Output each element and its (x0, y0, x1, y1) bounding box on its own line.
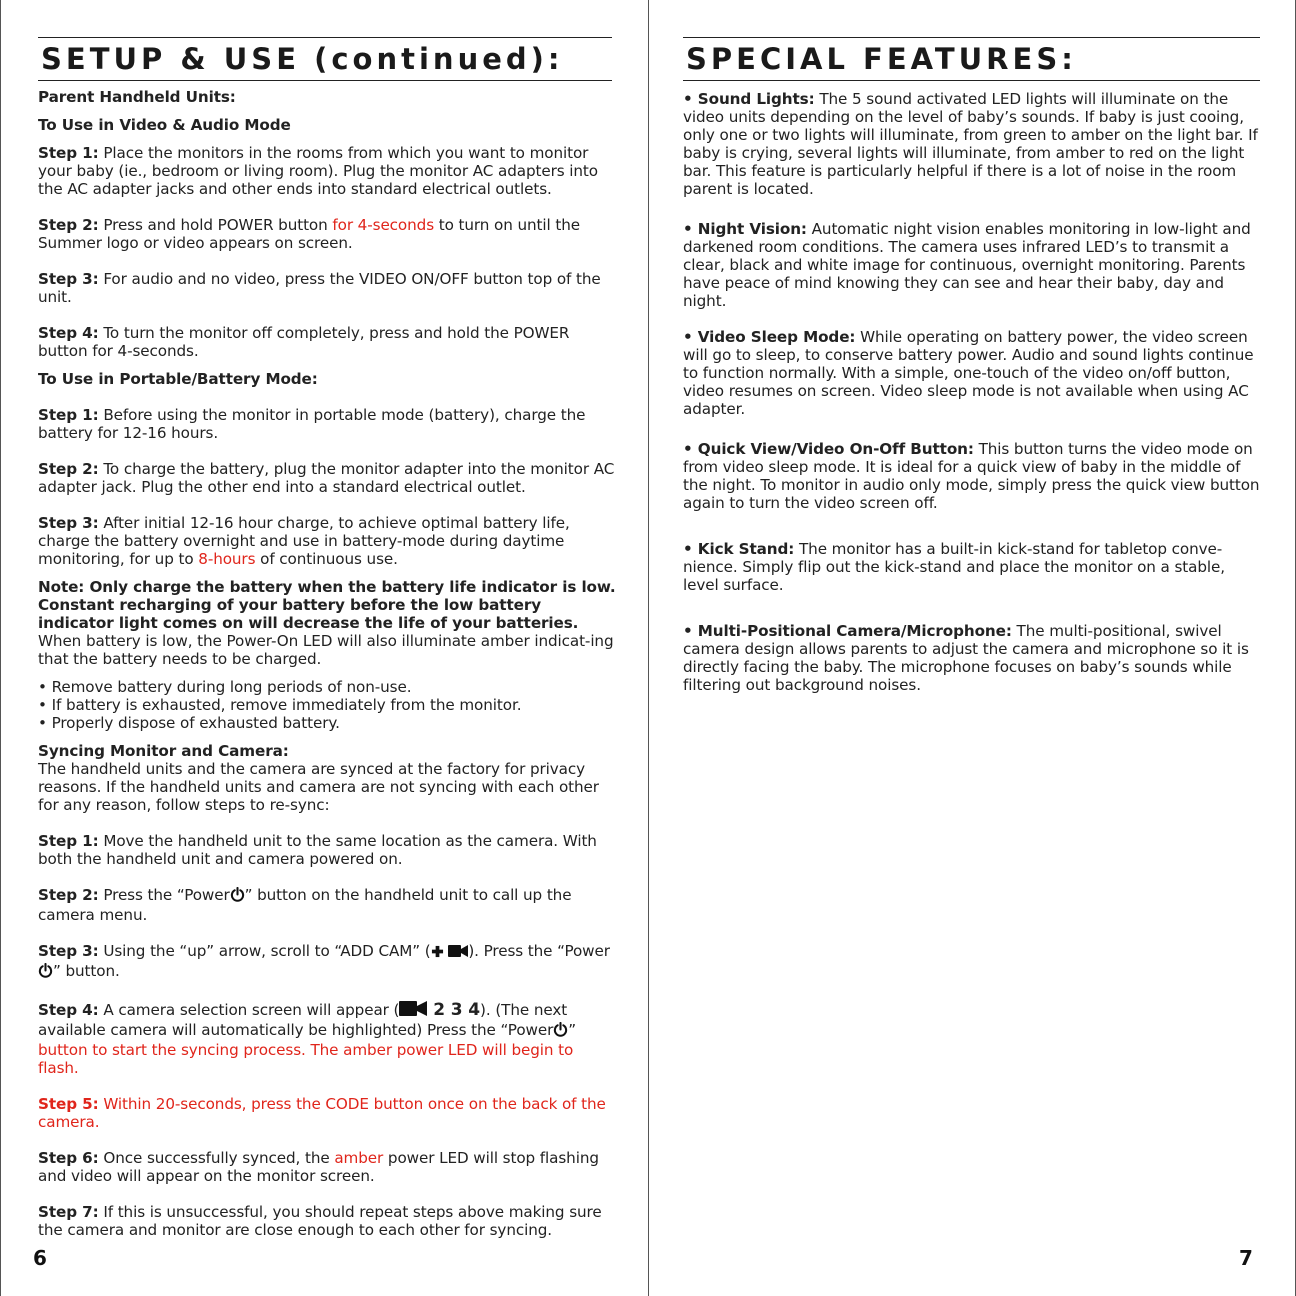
feature-quick-view: • Quick View/Video On-Off Button: This button turns the video mode on from video sleep mode. It is ideal for a quick view of baby in the middle of the night. To monitor in audio only mode, simply press the quick view button again to turn the video screen off. (683, 440, 1260, 512)
left-page-title: SETUP & USE (continued): (41, 42, 564, 76)
va-step-1: Step 1: Place the monitors in the rooms from which you want to monitor your baby (ie., bedroom or living room). Plug the monitor AC adapters into the AC adapter jacks and other ends into standard electrical outlets. (38, 144, 598, 198)
feature-night-vision: • Night Vision: Automatic night vision enables monitoring in low-light and darkened room conditions. The camera uses infrared LED’s to transmit a clear, black and white image for continuous, overnight monitoring. Parents have peace of mind knowing they can see and hear their baby, day and night. (683, 220, 1251, 310)
va-step-2: Step 2: Press and hold POWER button for 4-seconds to turn on until the Summer logo or video appears on screen. (38, 216, 580, 252)
feature-sound-lights: • Sound Lights: The 5 sound activated LED lights will illuminate on the video units depending on the level of baby’s sounds. If baby is just cooing, only one or two lights will illuminate, from green to amber on the light bar. If baby is crying, several lights will illuminate, from amber to red on the light bar. This feature is particularly helpful if there is a lot of noise in the room parent is located. (683, 90, 1258, 198)
syncing-intro: The handheld units and the camera are synced at the factory for privacy reasons. If the handheld units and camera are not syncing with each other for any reason, follow steps to re-sync: (38, 760, 599, 814)
page-number: 7 (1239, 1246, 1253, 1270)
page-number: 6 (33, 1246, 47, 1270)
pb-step-2: Step 2: To charge the battery, plug the monitor adapter into the monitor AC adapter jack. Plug the other end into a standard electrical outlet. (38, 460, 615, 496)
right-section-header (683, 37, 1260, 81)
pb-step-1: Step 1: Before using the monitor in portable mode (battery), charge the battery for 12-16 hours. (38, 406, 586, 442)
sync-step-7: Step 7: If this is unsuccessful, you should repeat steps above making sure the camera and monitor are close enough to each other for syncing. (38, 1203, 602, 1239)
sync-step-6: Step 6: Once successfully synced, the amber power LED will stop flashing and video will appear on the monitor screen. (38, 1149, 599, 1185)
camera-icon (399, 1000, 427, 1021)
video-audio-heading: To Use in Video & Audio Mode (38, 116, 291, 134)
plus-icon (431, 944, 444, 962)
feature-kick-stand: • Kick Stand: The monitor has a built-in kick-stand for tabletop conve-nience. Simply flip out the kick-stand and place the monitor on a stable, level surface. (683, 540, 1225, 594)
parent-units-heading: Parent Handheld Units: (38, 88, 236, 106)
right-page-title: SPECIAL FEATURES: (686, 42, 1077, 76)
power-icon (230, 887, 245, 906)
feature-video-sleep: • Video Sleep Mode: While operating on battery power, the video screen will go to sleep, to conserve battery power. Audio and sound lights continue to function normally. With a simple, one-touch of the video on/off button, video resumes on screen. Video sleep mode is not available when using AC adapter. (683, 328, 1254, 418)
power-icon (553, 1022, 568, 1041)
sync-step-3: Step 3: Using the “up” arrow, scroll to “ADD CAM” ( ). Press the “Power” button. (38, 942, 610, 980)
va-step-4: Step 4: To turn the monitor off completely, press and hold the POWER button for 4-seconds. (38, 324, 570, 360)
sync-step-1: Step 1: Move the handheld unit to the same location as the camera. With both the handheld unit and camera powered on. (38, 832, 597, 868)
special-features-content (683, 90, 1263, 694)
battery-note-text: When battery is low, the Power-On LED will also illuminate amber indicat-ing that the battery needs to be charged. (38, 632, 614, 668)
camera-icon (448, 944, 468, 962)
setup-use-content (38, 88, 618, 1239)
power-icon (38, 963, 53, 982)
pb-step-3: Step 3: After initial 12-16 hour charge, to achieve optimal battery life, charge the battery overnight and use in battery-mode during daytime monitoring, for up to 8-hours of continuous use. (38, 514, 570, 568)
sync-step-4: Step 4: A camera selection screen will appear ( 2 3 4). (The next available camera will automatically be highlighted) Press the “Power ” button to start the syncing process. The amber power LED will begin to flash. (38, 1000, 576, 1077)
portable-battery-heading: To Use in Portable/Battery Mode: (38, 370, 318, 388)
battery-note: Note: Only charge the battery when the battery life indicator is low. Constant recharging of your battery before the low battery indicator light comes on will decrease the life of your batteries. (38, 578, 616, 632)
list-item: • If battery is exhausted, remove immediately from the monitor. (38, 696, 522, 714)
syncing-heading: Syncing Monitor and Camera: (38, 742, 289, 760)
right-page (648, 0, 1296, 1296)
list-item: • Properly dispose of exhausted battery. (38, 714, 340, 732)
va-step-3: Step 3: For audio and no video, press the VIDEO ON/OFF button top of the unit. (38, 270, 601, 306)
sync-step-5: Step 5: Within 20-seconds, press the CODE button once on the back of the camera. (38, 1095, 606, 1131)
left-section-header (38, 37, 612, 81)
sync-step-2: Step 2: Press the “Power ” button on the handheld unit to call up the camera menu. (38, 886, 572, 924)
list-item: • Remove battery during long periods of non-use. (38, 678, 412, 696)
feature-multi-positional: • Multi-Positional Camera/Microphone: The multi-positional, swivel camera design allows parents to adjust the camera and microphone so it is directly facing the baby. The microphone focuses on baby’s sounds while filtering out background noises. (683, 622, 1249, 694)
